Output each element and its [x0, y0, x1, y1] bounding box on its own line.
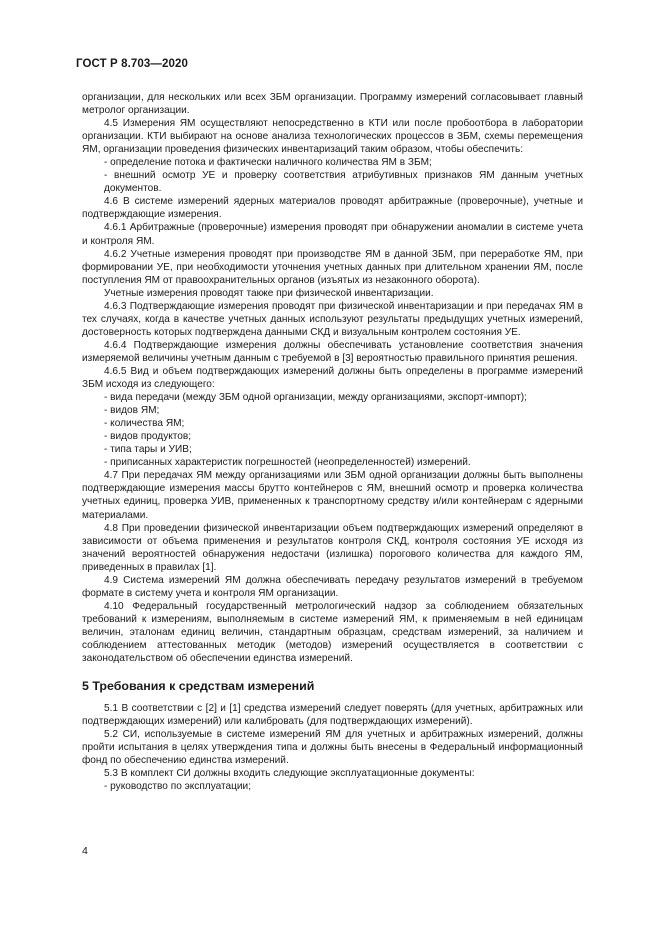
list-item: - руководство по эксплуатации; [104, 781, 251, 793]
list-item: - видов продуктов; [104, 431, 192, 443]
document-body [82, 91, 583, 793]
list-item: - определение потока и фактически наличного количества ЯМ в ЗБМ; [104, 157, 432, 169]
paragraph: Учетные измерения проводят также при физической инвентаризации. [104, 287, 434, 299]
list-item: - типа тары и УИВ; [104, 444, 192, 456]
document-code-header: ГОСТ Р 8.703—2020 [76, 58, 188, 70]
paragraph: 5.2 СИ, используемые в системе измерений ЯМ для учетных и арбитражных измерений, должны пройти испытания в целях утверждения типа и должны быть внесены в Федеральный информационный фонд по обеспечению единства измерений. [82, 729, 583, 767]
paragraph: 4.6.4 Подтверждающие измерения должны обеспечивать установление соответствия значения измеряемой величины учетным данным с требуемой в [3] вероятностью правильного принятия решения. [82, 339, 583, 364]
list-item: - внешний осмотр УЕ и проверку соответствия атрибутивных признаков ЯМ данным учетных документов. [104, 170, 583, 195]
paragraph: 4.10 Федеральный государственный метрологический надзор за соблюдением обязательных требований к измерениям, выполняемым в системе измерений ЯМ, к применяемым в ней единицам величин, эталонам единиц величин, стандартным образцам, средствам измерений, за наличием и соблюдением аттестованных методик (методов) измерений осуществляется в соответствии с законодательством об обеспечении единства измерений. [82, 600, 583, 665]
paragraph: 4.7 При передачах ЯМ между организациями или ЗБМ одной организации должны быть выполнены подтверждающие измерения массы брутто контейнеров с ЯМ, внешний осмотр и проверка количества учетных единиц, проверка УИВ, примененных к транспортному средству и/или контейнерам с ядерными материалами. [82, 470, 583, 521]
paragraph: 4.8 При проведении физической инвентаризации объем подтверждающих измерений определяют в зависимости от объема применения и результатов контроля СКД, контроля состояния УЕ исходя из значений вероятностей обнаружения недостачи (излишка) порогового количества для каждого ЯМ, приведенных в правилах [1]. [82, 522, 583, 573]
paragraph: 4.6.2 Учетные измерения проводят при производстве ЯМ в данной ЗБМ, при переработке ЯМ, при формировании УЕ, при необходимости уточнения учетных данных при длительном хранении ЯМ, после поступления ЯМ от правоохранительных органов (изъятых из незаконного оборота). [82, 248, 583, 286]
list-item: - количества ЯМ; [104, 418, 185, 430]
paragraph: 4.5 Измерения ЯМ осуществляют непосредственно в КТИ или после пробоотбора в лаборатории организации. КТИ выбирают на основе анализа технологических процессов в ЗБМ, схемы перемещения ЯМ, организации проведения физических инвентаризаций таким образом, чтобы обеспечить: [82, 118, 583, 156]
paragraph: 4.9 Система измерений ЯМ должна обеспечивать передачу результатов измерений в требуемом формате в систему учета и контроля ЯМ организации. [82, 574, 583, 599]
list-item: - вида передачи (между ЗБМ одной организации, между организациями, экспорт-импорт); [104, 392, 527, 404]
list-item: - приписанных характеристик погрешностей (неопределенностей) измерений. [104, 457, 471, 469]
paragraph: 4.6.3 Подтверждающие измерения проводят при физической инвентаризации и при передачах ЯМ в тех случаях, когда в качестве учетных данных используют результаты предыдущих учетных измерений, достоверность которых подтверждена данными СКД и визуальным контролем состояния УЕ. [82, 300, 583, 338]
paragraph: 5.1 В соответствии с [2] и [1] средства измерений следует поверять (для учетных, арбитражных или подтверждающих измерений) или калибровать (для подтверждающих измерений). [82, 703, 583, 728]
paragraph: организации, для нескольких или всех ЗБМ организации. Программу измерений согласовывает главный метролог организации. [82, 92, 583, 117]
paragraph: 4.6.5 Вид и объем подтверждающих измерений должны быть определены в программе измерений ЗБМ исходя из следующего: [82, 365, 583, 391]
paragraph: 4.6.1 Арбитражные (проверочные) измерения проводят при обнаружении аномалии в системе учета и контроля ЯМ. [82, 222, 583, 247]
list-item: - видов ЯМ; [104, 405, 160, 417]
section-heading: 5 Требования к средствам измерений [82, 679, 315, 694]
paragraph: 4.6 В системе измерений ядерных материалов проводят арбитражные (проверочные), учетные и подтверждающие измерения. [82, 196, 583, 221]
page-number: 4 [82, 845, 88, 857]
paragraph: 5.3 В комплект СИ должны входить следующие эксплуатационные документы: [104, 768, 475, 780]
